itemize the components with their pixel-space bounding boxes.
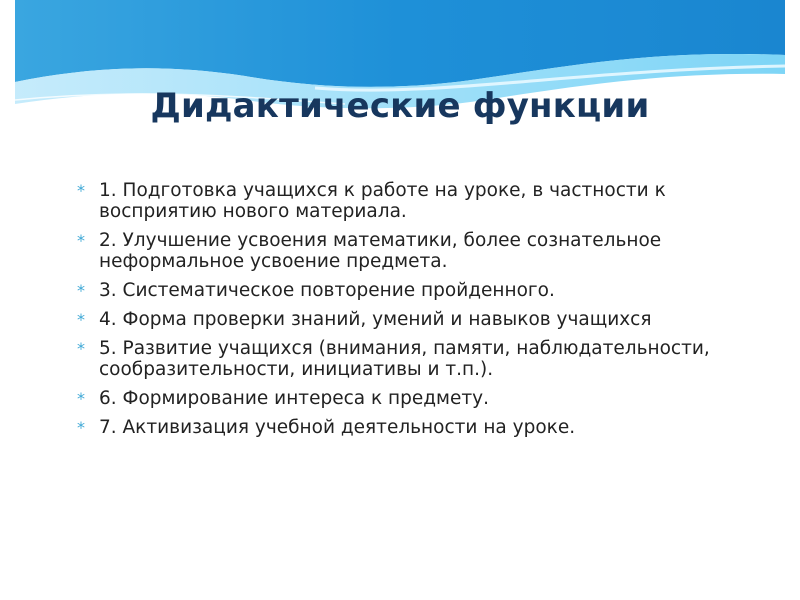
list-item (75, 388, 755, 409)
bullet-text: 2. Улучшение усвоения математики, более сознательное неформальное усвоение предмета. (99, 230, 662, 272)
list-item (75, 309, 755, 330)
bullet-text: 1. Подготовка учащихся к работе на уроке, в частности к восприятию нового материала. (99, 180, 666, 222)
list-item (75, 280, 755, 301)
slide-title: Дидактические функции (150, 86, 650, 126)
slide (15, 0, 785, 600)
bullet-text: 3. Систематическое повторение пройденного. (99, 280, 555, 301)
bullet-icon: * (77, 389, 85, 408)
bullet-text: 6. Формирование интереса к предмету. (99, 388, 489, 409)
list-item (75, 338, 755, 380)
bullet-list (75, 180, 755, 446)
bullet-icon: * (77, 181, 85, 200)
list-item (75, 230, 755, 272)
bullet-icon: * (77, 231, 85, 250)
bullet-icon: * (77, 339, 85, 358)
bullet-icon: * (77, 418, 85, 437)
bullet-text: 5. Развитие учащихся (внимания, памяти, наблюдательности, сообразительности, инициативы и т.п.). (99, 338, 710, 380)
bullet-icon: * (77, 281, 85, 300)
bullet-icon: * (77, 310, 85, 329)
bullet-text: 7. Активизация учебной деятельности на уроке. (99, 417, 576, 438)
list-item (75, 180, 755, 222)
list-item (75, 417, 755, 438)
bullet-text: 4. Форма проверки знаний, умений и навыков учащихся (99, 309, 652, 330)
